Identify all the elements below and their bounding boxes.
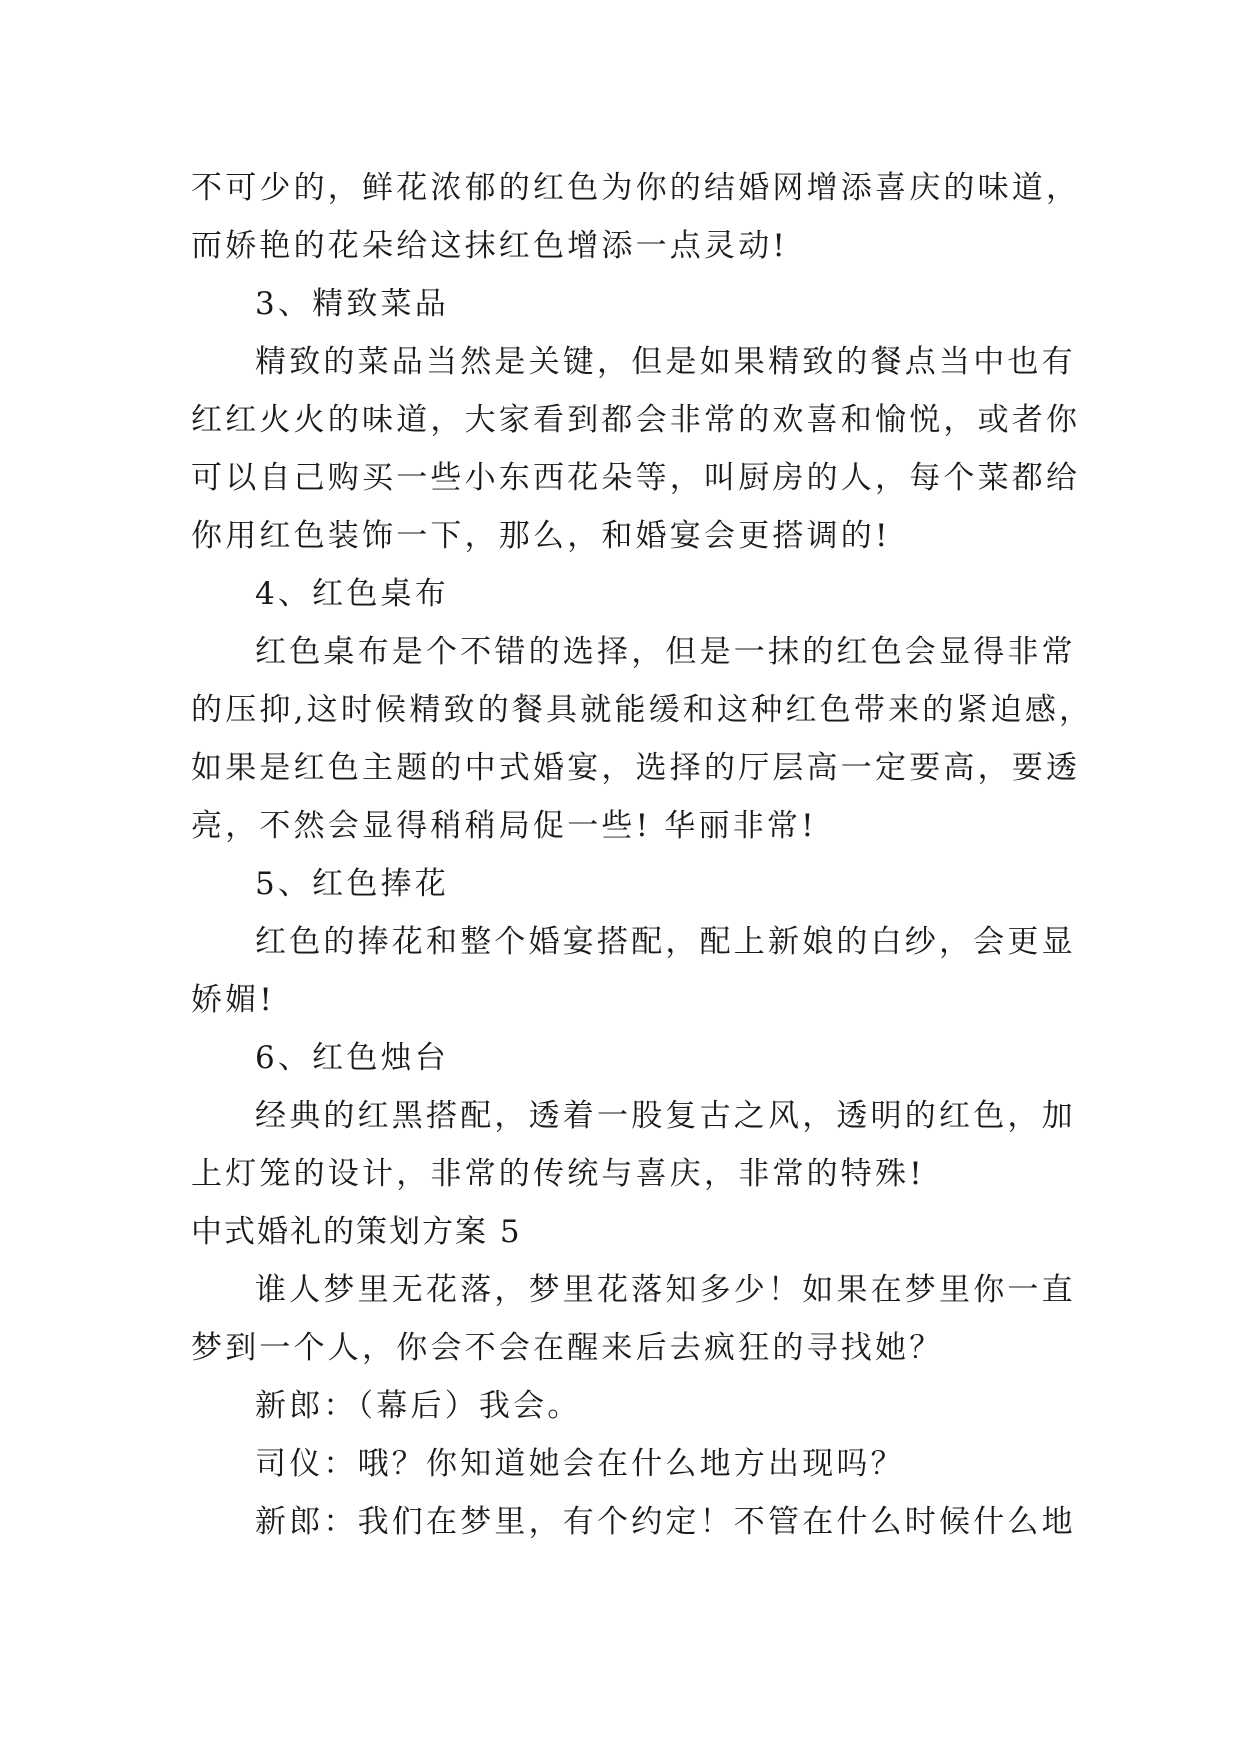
dialogue-line: 司仪：哦？你知道她会在什么地方出现吗？: [255, 1446, 905, 1482]
paragraph-line: 可以自己购买一些小东西花朵等，叫厨房的人，每个菜都给: [191, 460, 1081, 496]
paragraph-line: 红色桌布是个不错的选择，但是一抹的红色会显得非常: [255, 634, 1076, 670]
paragraph-line: 谁人梦里无花落，梦里花落知多少！如果在梦里你一直: [255, 1272, 1076, 1308]
paragraph-line: 上灯笼的设计，非常的传统与喜庆，非常的特殊!: [191, 1156, 925, 1192]
paragraph-line: 梦到一个人，你会不会在醒来后去疯狂的寻找她？: [191, 1330, 944, 1366]
chapter-title: 中式婚礼的策划方案 5: [191, 1214, 522, 1250]
dialogue-line: 新郎：我们在梦里，有个约定！不管在什么时候什么地: [255, 1504, 1076, 1540]
paragraph-line: 红色的捧花和整个婚宴搭配，配上新娘的白纱，会更显: [255, 924, 1076, 960]
paragraph-line: 你用红色装饰一下，那么，和婚宴会更搭调的!: [191, 518, 891, 554]
paragraph-line: 不可少的，鲜花浓郁的红色为你的结婚网增添喜庆的味道，: [191, 170, 1081, 206]
paragraph-line: 经典的红黑搭配，透着一股复古之风，透明的红色，加: [255, 1098, 1076, 1134]
section-heading: 3、精致菜品: [255, 286, 449, 322]
paragraph-line: 娇媚!: [191, 982, 276, 1018]
paragraph-line: 亮，不然会显得稍稍局促一些! 华丽非常!: [191, 808, 817, 844]
section-heading: 4、红色桌布: [255, 576, 449, 612]
section-heading: 5、红色捧花: [255, 866, 449, 902]
section-heading: 6、红色烛台: [255, 1040, 449, 1076]
document-body: [191, 159, 1094, 1551]
paragraph-line: 而娇艳的花朵给这抹红色增添一点灵动!: [191, 228, 789, 264]
paragraph-line: 如果是红色主题的中式婚宴，选择的厅层高一定要高，要透: [191, 750, 1081, 786]
paragraph-line: 精致的菜品当然是关键，但是如果精致的餐点当中也有: [255, 344, 1076, 380]
paragraph-line: 红红火火的味道，大家看到都会非常的欢喜和愉悦，或者你: [191, 402, 1081, 438]
paragraph-line: 的压抑,这时候精致的餐具就能缓和这种红色带来的紧迫感，: [191, 692, 1094, 728]
dialogue-line: 新郎：（幕后）我会。: [255, 1388, 582, 1424]
